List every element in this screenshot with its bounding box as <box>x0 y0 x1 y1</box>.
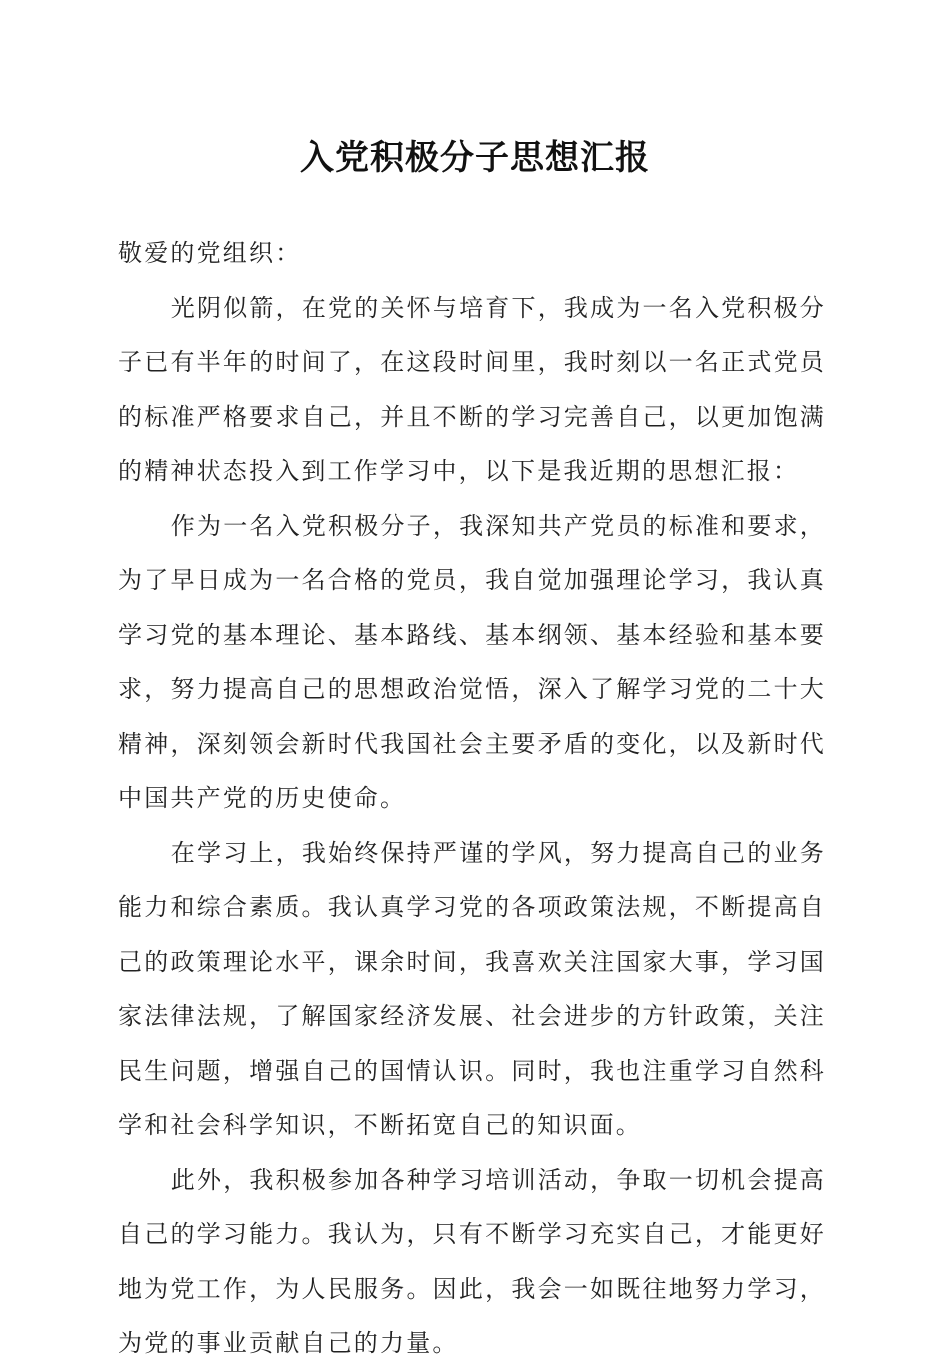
page-title: 入党积极分子思想汇报 <box>300 138 650 178</box>
paragraph-2: 作为一名入党积极分子，我深知共产党员的标准和要求，为了早日成为一名合格的党员，我自觉加强理论学习，我认真学习党的基本理论、基本路线、基本纲领、基本经验和基本要求，努力提高自己的思想政治觉悟，深入了解学习党的二十大精神，深刻领会新时代我国社会主要矛盾的变化，以及新时代中国共产党的历史使命。 <box>118 511 826 812</box>
paragraph-4: 此外，我积极参加各种学习培训活动，争取一切机会提高自己的学习能力。我认为，只有不断学习充实自己，才能更好地为党工作，为人民服务。因此，我会一如既往地努力学习，为党的事业贡献自己的力量。 <box>118 1165 826 1357</box>
paragraph-1: 光阴似箭，在党的关怀与培育下，我成为一名入党积极分子已有半年的时间了，在这段时间里，我时刻以一名正式党员的标准严格要求自己，并且不断的学习完善自己，以更加饱满的精神状态投入到工作学习中，以下是我近期的思想汇报： <box>118 293 826 485</box>
salutation: 敬爱的党组织： <box>118 239 302 267</box>
paragraph-3: 在学习上，我始终保持严谨的学风，努力提高自己的业务能力和综合素质。我认真学习党的各项政策法规，不断提高自己的政策理论水平，课余时间，我喜欢关注国家大事，学习国家法律法规，了解国家经济发展、社会进步的方针政策，关注民生问题，增强自己的国情认识。同时，我也注重学习自然科学和社会科学知识，不断拓宽自己的知识面。 <box>118 838 826 1139</box>
document-body <box>118 226 826 1371</box>
